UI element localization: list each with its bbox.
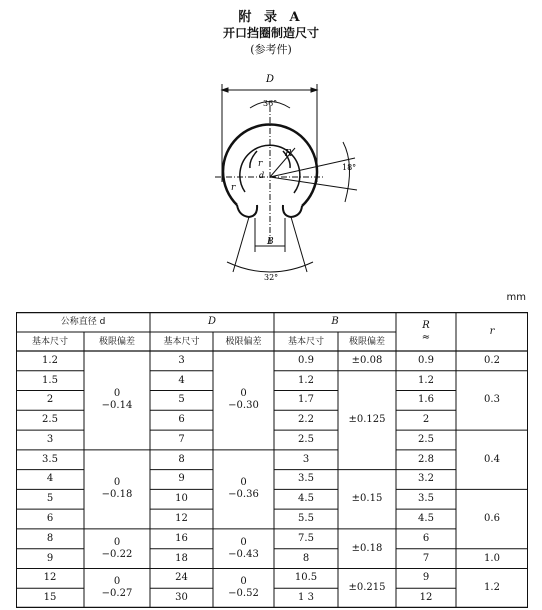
cell-B-basic: 0.9 (298, 354, 314, 366)
cell-d-basic: 5 (46, 493, 54, 505)
cell-d-basic: 3 (46, 433, 54, 445)
cell-d-tolerance: 0 −0.22 (101, 536, 133, 560)
cell-D-basic: 3 (178, 354, 185, 366)
cell-d-basic: 1.5 (42, 374, 58, 386)
cell-R: 12 (419, 592, 433, 604)
cell-D-basic: 12 (175, 513, 188, 525)
cell-R: 0.9 (418, 354, 434, 366)
cell-D-tolerance: 0 −0.30 (228, 388, 259, 412)
cell-B-basic: 1.7 (298, 394, 314, 406)
cell-D-basic: 9 (178, 473, 185, 485)
cell-B-basic: 5.5 (298, 513, 314, 525)
cell-d-basic: 2 (46, 394, 54, 406)
cell-R: 3.2 (418, 473, 434, 485)
cell-D-tolerance: 0 −0.36 (228, 477, 259, 501)
appendix-title: 附 录 A (238, 10, 304, 25)
cell-B-tolerance: ±0.15 (351, 493, 383, 505)
cell-B-tolerance: ±0.125 (348, 414, 386, 426)
cell-R: 1.6 (418, 394, 434, 406)
cell-d-basic: 12 (43, 572, 57, 584)
cell-D-basic: 30 (175, 592, 188, 604)
cell-D-basic: 24 (175, 572, 188, 584)
cell-d-basic: 8 (46, 532, 54, 544)
label-B: B (267, 237, 274, 247)
cell-D-basic: 16 (175, 532, 188, 544)
cell-R: 9 (422, 572, 430, 584)
cell-D-tolerance: 0 −0.52 (228, 576, 259, 600)
label-angle-18: 18° (342, 163, 357, 172)
cell-d-tolerance: 0 −0.18 (101, 477, 133, 501)
cell-r: 1.0 (484, 552, 500, 564)
cell-R: 1.2 (418, 374, 434, 386)
cell-D-basic: 18 (175, 552, 188, 564)
label-angle-32: 32° (264, 273, 279, 282)
header-B: B (331, 316, 339, 327)
cell-d-basic: 4 (46, 473, 54, 485)
header-r: r (489, 325, 495, 337)
cell-B-tolerance: ±0.08 (351, 354, 383, 366)
cell-d-tolerance: 0 −0.27 (101, 576, 133, 600)
cell-r: 0.4 (484, 453, 500, 465)
cell-d-basic: 2.5 (42, 414, 58, 426)
cell-R: 2 (422, 414, 430, 426)
cell-r: 1.2 (484, 582, 500, 594)
cell-B-basic: 10.5 (294, 572, 318, 584)
cell-B-basic: 2.5 (298, 433, 314, 445)
cell-R: 3.5 (418, 493, 434, 505)
cell-D-basic: 6 (178, 414, 185, 426)
cell-d-basic: 9 (46, 552, 54, 564)
cell-R: 2.8 (418, 453, 434, 465)
cell-B-tolerance: ±0.215 (348, 582, 386, 594)
cell-D-basic: 10 (175, 493, 188, 505)
subheader-tolerance: 极限偏差 (225, 336, 262, 347)
cell-B-basic: 3.5 (298, 473, 314, 485)
reference-note: (参考件) (250, 43, 292, 56)
retaining-ring-figure (205, 70, 375, 285)
cell-d-basic: 15 (43, 592, 57, 604)
cell-R: 7 (422, 552, 430, 564)
cell-R: 2.5 (418, 433, 434, 445)
subheader-basic-size: 基本尺寸 (163, 336, 200, 347)
cell-d-tolerance: 0 −0.14 (101, 388, 133, 412)
cell-B-basic: 3 (302, 453, 310, 465)
label-d: d (259, 171, 265, 180)
cell-D-basic: 7 (178, 433, 185, 445)
cell-B-tolerance: ±0.18 (351, 542, 383, 554)
subheader-tolerance: 极限偏差 (348, 336, 385, 347)
cell-r: 0.2 (484, 354, 500, 366)
cell-D-tolerance: 0 −0.43 (228, 536, 259, 560)
cell-D-basic: 5 (178, 394, 185, 406)
cell-r: 0.3 (484, 394, 500, 406)
header-D: D (207, 316, 217, 327)
subheader-basic-size: 基本尺寸 (31, 336, 68, 347)
header-R: R ≈ (421, 319, 431, 343)
cell-d-basic: 6 (46, 513, 54, 525)
cell-R: 6 (422, 532, 430, 544)
cell-R: 4.5 (418, 513, 434, 525)
cell-B-basic: 2.2 (298, 414, 314, 426)
cell-B-basic: 7.5 (298, 532, 314, 544)
header-nominal-diameter: 公称直径 d (60, 317, 106, 327)
cell-d-basic: 1.2 (42, 354, 58, 366)
dimension-table (16, 312, 528, 608)
cell-r: 0.6 (484, 513, 500, 525)
subheader-basic-size: 基本尺寸 (287, 336, 324, 347)
document-subtitle: 开口挡圈制造尺寸 (222, 26, 319, 40)
unit-label: mm (506, 292, 526, 303)
label-angle-36: 36° (263, 99, 278, 108)
label-D: D (266, 74, 275, 85)
label-R: R (285, 149, 292, 159)
cell-D-basic: 4 (178, 374, 185, 386)
cell-B-basic: 4.5 (298, 493, 314, 505)
subheader-tolerance: 极限偏差 (98, 336, 135, 347)
cell-B-basic: 1.2 (298, 374, 314, 386)
label-r-leg: r (231, 183, 236, 193)
label-r-inner: r (258, 159, 263, 169)
cell-D-basic: 8 (178, 453, 185, 465)
cell-d-basic: 3.5 (42, 453, 58, 465)
cell-B-basic: 1 3 (298, 592, 314, 604)
cell-B-basic: 8 (302, 552, 310, 564)
